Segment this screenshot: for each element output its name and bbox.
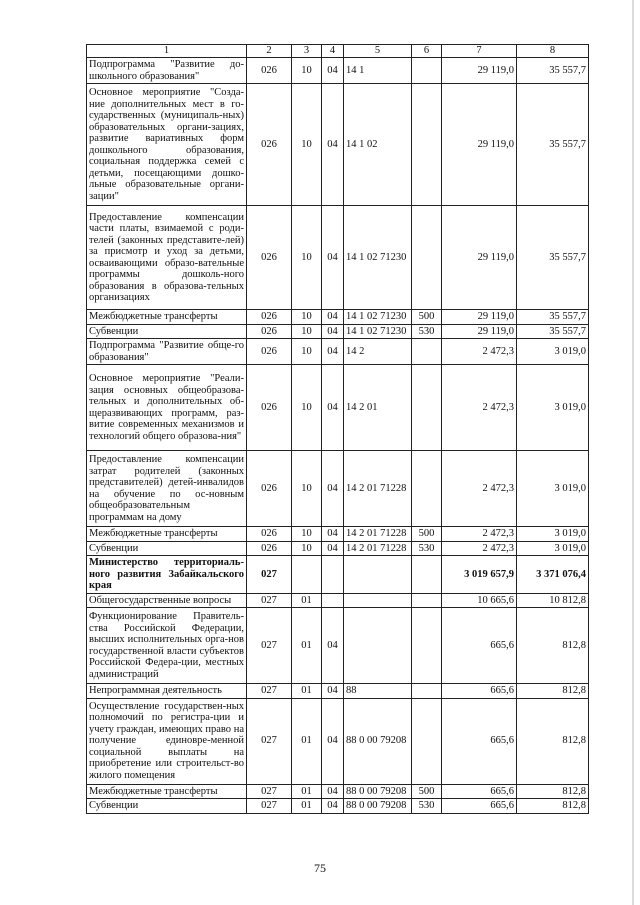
cell-expense-type [412, 206, 442, 310]
cell-grbs: 027 [247, 684, 292, 699]
cell-sum-year2: 812,8 [517, 799, 589, 814]
cell-target-article: 14 2 01 71228 [344, 541, 412, 556]
column-header: 6 [412, 45, 442, 58]
cell-sum-year1: 10 665,6 [442, 593, 517, 608]
column-header: 8 [517, 45, 589, 58]
cell-expense-type [412, 365, 442, 451]
cell-expense-type: 530 [412, 799, 442, 814]
table-row [87, 339, 589, 365]
cell-section: 10 [292, 527, 322, 542]
page-number: 75 [314, 861, 326, 875]
cell-grbs: 027 [247, 784, 292, 799]
cell-expense-type [412, 84, 442, 206]
table-row [87, 608, 589, 684]
row-name: Предоставление компенсации части платы, взимаемой с роди-телей (законных представите-лей) за присмотр и уход за детьми, осваивающими образо-вательные программы дошколь-ного образования в образова-тельных организациях [87, 206, 247, 310]
cell-grbs: 026 [247, 324, 292, 339]
cell-sum-year1: 665,6 [442, 799, 517, 814]
cell-grbs: 026 [247, 84, 292, 206]
table-row [87, 593, 589, 608]
table-row [87, 365, 589, 451]
cell-target-article: 14 1 02 71230 [344, 324, 412, 339]
table-row [87, 527, 589, 542]
cell-sum-year1: 29 119,0 [442, 58, 517, 84]
cell-sum-year1: 2 472,3 [442, 527, 517, 542]
cell-target-article: 14 2 01 [344, 365, 412, 451]
cell-sum-year1: 665,6 [442, 608, 517, 684]
cell-section: 01 [292, 698, 322, 784]
cell-sum-year2: 812,8 [517, 684, 589, 699]
cell-sum-year1: 665,6 [442, 784, 517, 799]
cell-expense-type: 500 [412, 527, 442, 542]
cell-grbs: 026 [247, 365, 292, 451]
cell-section: 10 [292, 84, 322, 206]
cell-section: 10 [292, 206, 322, 310]
row-name: Подпрограмма "Развитие обще-го образования" [87, 339, 247, 365]
cell-grbs: 026 [247, 58, 292, 84]
table-body [87, 58, 589, 814]
cell-sum-year1: 29 119,0 [442, 206, 517, 310]
row-name: Общегосударственные вопросы [87, 593, 247, 608]
row-name: Основное мероприятие "Созда-ние дополнительных мест в го-сударственных (муниципаль-ных) образовательных органи-зациях, развитие вариативных форм дошкольного образования, социальная поддержка семей с детьми, посещающими дошко-льные образовательные органи-зации" [87, 84, 247, 206]
cell-section: 10 [292, 58, 322, 84]
cell-grbs: 027 [247, 799, 292, 814]
cell-section: 10 [292, 339, 322, 365]
table-row [87, 451, 589, 527]
table-row [87, 698, 589, 784]
cell-section: 10 [292, 324, 322, 339]
cell-subsection: 04 [322, 784, 344, 799]
cell-sum-year2: 35 557,7 [517, 310, 589, 325]
cell-grbs: 027 [247, 556, 292, 594]
row-name: Субвенции [87, 541, 247, 556]
cell-expense-type [412, 451, 442, 527]
cell-section: 10 [292, 310, 322, 325]
table-row [87, 799, 589, 814]
cell-section: 01 [292, 784, 322, 799]
cell-expense-type [412, 608, 442, 684]
cell-section: 01 [292, 608, 322, 684]
cell-sum-year2: 3 019,0 [517, 541, 589, 556]
cell-sum-year1: 2 472,3 [442, 365, 517, 451]
cell-grbs: 027 [247, 593, 292, 608]
cell-target-article: 14 1 02 71230 [344, 310, 412, 325]
cell-section [292, 556, 322, 594]
cell-sum-year1: 2 472,3 [442, 451, 517, 527]
cell-sum-year2: 35 557,7 [517, 84, 589, 206]
cell-section: 10 [292, 365, 322, 451]
row-name: Субвенции [87, 799, 247, 814]
cell-subsection: 04 [322, 608, 344, 684]
cell-subsection: 04 [322, 206, 344, 310]
cell-sum-year2: 35 557,7 [517, 58, 589, 84]
cell-grbs: 026 [247, 541, 292, 556]
cell-sum-year2: 3 019,0 [517, 339, 589, 365]
cell-sum-year1: 29 119,0 [442, 324, 517, 339]
cell-subsection: 04 [322, 58, 344, 84]
cell-sum-year1: 665,6 [442, 698, 517, 784]
cell-sum-year1: 29 119,0 [442, 310, 517, 325]
row-name: Подпрограмма "Развитие до-школьного образования" [87, 58, 247, 84]
table-row [87, 310, 589, 325]
cell-sum-year2: 35 557,7 [517, 206, 589, 310]
cell-sum-year1: 2 472,3 [442, 541, 517, 556]
cell-target-article [344, 608, 412, 684]
cell-expense-type [412, 339, 442, 365]
row-name: Межбюджетные трансферты [87, 310, 247, 325]
cell-expense-type [412, 593, 442, 608]
cell-section: 01 [292, 684, 322, 699]
cell-subsection: 04 [322, 541, 344, 556]
cell-subsection: 04 [322, 451, 344, 527]
column-header: 3 [292, 45, 322, 58]
cell-expense-type [412, 684, 442, 699]
cell-sum-year2: 3 019,0 [517, 527, 589, 542]
cell-grbs: 026 [247, 451, 292, 527]
column-header: 7 [442, 45, 517, 58]
row-name: Предоставление компенсации затрат родителей (законных представителей) детей-инвалидов на обучение по ос-новным общеобразовательным программам на дому [87, 451, 247, 527]
column-header: 2 [247, 45, 292, 58]
column-header: 4 [322, 45, 344, 58]
table-row [87, 684, 589, 699]
table-row [87, 206, 589, 310]
cell-subsection: 04 [322, 527, 344, 542]
cell-target-article: 14 1 02 71230 [344, 206, 412, 310]
cell-target-article: 88 0 00 79208 [344, 784, 412, 799]
cell-expense-type [412, 556, 442, 594]
row-name: Функционирование Правитель-ства Российской Федерации, высших исполнительных орга-нов государственной власти субъектов Российской Федера-ции, местных администраций [87, 608, 247, 684]
cell-target-article: 14 2 01 71228 [344, 451, 412, 527]
cell-target-article: 14 2 01 71228 [344, 527, 412, 542]
table-row [87, 324, 589, 339]
cell-sum-year2: 3 019,0 [517, 451, 589, 527]
table-row [87, 58, 589, 84]
cell-expense-type [412, 698, 442, 784]
row-name: Непрограммная деятельность [87, 684, 247, 699]
cell-grbs: 026 [247, 527, 292, 542]
cell-sum-year2: 35 557,7 [517, 324, 589, 339]
table-row [87, 556, 589, 594]
cell-expense-type: 500 [412, 784, 442, 799]
table-row [87, 84, 589, 206]
budget-table [86, 44, 589, 814]
column-header: 5 [344, 45, 412, 58]
cell-grbs: 027 [247, 608, 292, 684]
row-name: Основное мероприятие "Реали-зация основных общеобразова-тельных и дополнительных об-щеразвивающих программ, раз-витие современных механизмов и технологий общего образова-ния" [87, 365, 247, 451]
cell-sum-year2: 812,8 [517, 608, 589, 684]
cell-subsection: 04 [322, 84, 344, 206]
cell-subsection: 04 [322, 310, 344, 325]
cell-sum-year1: 29 119,0 [442, 84, 517, 206]
cell-target-article: 88 0 00 79208 [344, 799, 412, 814]
cell-section: 01 [292, 593, 322, 608]
cell-grbs: 026 [247, 339, 292, 365]
cell-target-article: 14 1 02 [344, 84, 412, 206]
cell-subsection [322, 593, 344, 608]
cell-target-article: 88 [344, 684, 412, 699]
cell-expense-type: 530 [412, 324, 442, 339]
cell-sum-year2: 10 812,8 [517, 593, 589, 608]
column-header: 1 [87, 45, 247, 58]
cell-subsection: 04 [322, 698, 344, 784]
header-row [87, 45, 589, 58]
cell-section: 01 [292, 799, 322, 814]
row-name: Межбюджетные трансферты [87, 784, 247, 799]
cell-subsection: 04 [322, 339, 344, 365]
cell-subsection [322, 556, 344, 594]
cell-sum-year2: 3 019,0 [517, 365, 589, 451]
cell-target-article: 14 2 [344, 339, 412, 365]
row-name: Субвенции [87, 324, 247, 339]
cell-grbs: 026 [247, 310, 292, 325]
cell-expense-type: 500 [412, 310, 442, 325]
row-name: Осуществление государствен-ных полномочий по регистра-ции и учету граждан, имеющих право на получение единовре-менной социальной выплаты на приобретение или строительст-во жилого помещения [87, 698, 247, 784]
cell-sum-year1: 665,6 [442, 684, 517, 699]
cell-target-article: 88 0 00 79208 [344, 698, 412, 784]
cell-grbs: 027 [247, 698, 292, 784]
cell-subsection: 04 [322, 324, 344, 339]
cell-sum-year2: 812,8 [517, 698, 589, 784]
cell-target-article [344, 593, 412, 608]
cell-sum-year2: 3 371 076,4 [517, 556, 589, 594]
cell-expense-type: 530 [412, 541, 442, 556]
cell-section: 10 [292, 541, 322, 556]
cell-subsection: 04 [322, 684, 344, 699]
cell-target-article [344, 556, 412, 594]
table-row [87, 784, 589, 799]
cell-section: 10 [292, 451, 322, 527]
cell-subsection: 04 [322, 799, 344, 814]
cell-grbs: 026 [247, 206, 292, 310]
row-name: Межбюджетные трансферты [87, 527, 247, 542]
row-name: Министерство территориаль-ного развития Забайкальского края [87, 556, 247, 594]
cell-expense-type [412, 58, 442, 84]
cell-target-article: 14 1 [344, 58, 412, 84]
scan-edge-line [632, 0, 634, 905]
cell-subsection: 04 [322, 365, 344, 451]
cell-sum-year1: 3 019 657,9 [442, 556, 517, 594]
cell-sum-year1: 2 472,3 [442, 339, 517, 365]
table-row [87, 541, 589, 556]
cell-sum-year2: 812,8 [517, 784, 589, 799]
